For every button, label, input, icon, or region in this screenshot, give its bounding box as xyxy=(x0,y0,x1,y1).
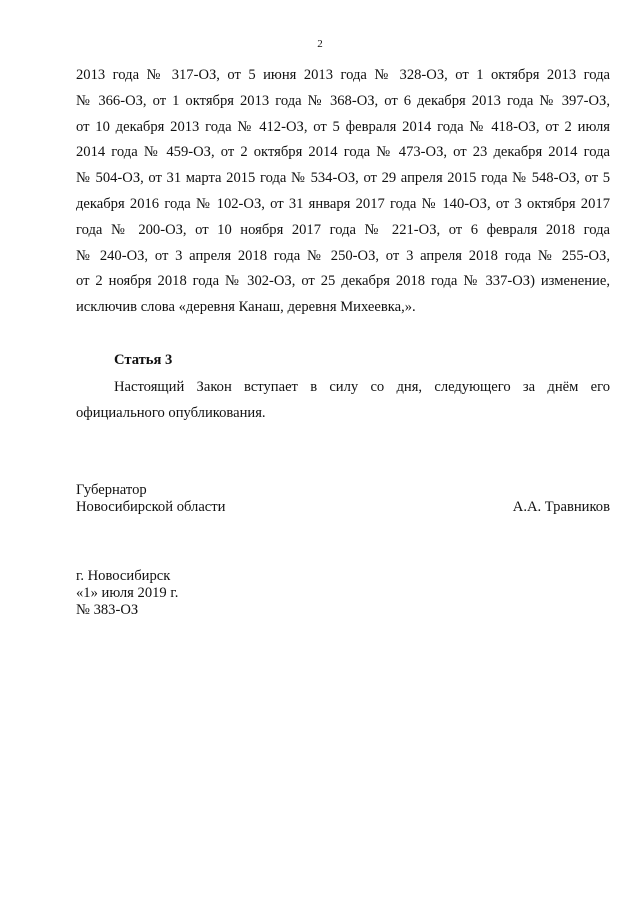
article-heading: Статья 3 xyxy=(114,352,173,368)
paragraph-line: декабря 2016 года № 102-ОЗ, от 31 января 2017 года № 140-ОЗ, от 3 октября 2017 xyxy=(76,195,610,212)
paragraph-line: 2014 года № 459-ОЗ, от 2 октября 2014 года № 473-ОЗ, от 23 декабря 2014 года xyxy=(76,144,610,161)
paragraph-line: года № 200-ОЗ, от 10 ноября 2017 года № 221-ОЗ, от 6 февраля 2018 года xyxy=(76,221,610,238)
paragraph-line: от 10 декабря 2013 года № 412-ОЗ, от 5 февраля 2014 года № 418-ОЗ, от 2 июля xyxy=(76,118,610,135)
article-line: Настоящий Закон вступает в силу со дня, следующего за днём его xyxy=(114,379,610,395)
governor-title: Губернатор xyxy=(76,482,147,498)
governor-name: А.А. Травников xyxy=(512,499,610,515)
paragraph-line: № 504-ОЗ, от 31 марта 2015 года № 534-ОЗ, от 29 апреля 2015 года № 548-ОЗ, от 5 xyxy=(76,170,610,187)
governor-row xyxy=(76,499,610,516)
paragraph-line: исключив слова «деревня Канаш, деревня Михеевка,». xyxy=(76,299,416,316)
article-paragraph xyxy=(76,375,610,427)
governor-region: Новосибирской области xyxy=(76,499,226,515)
page-number: 2 xyxy=(317,38,323,50)
main-paragraph xyxy=(76,63,610,321)
footer-date: «1» июля 2019 г. xyxy=(76,585,179,601)
document-footer xyxy=(76,568,178,619)
paragraph-line: от 2 ноября 2018 года № 302-ОЗ, от 25 декабря 2018 года № 337-ОЗ) изменение, xyxy=(76,273,610,290)
footer-city: г. Новосибирск xyxy=(76,568,171,584)
paragraph-line: № 240-ОЗ, от 3 апреля 2018 года № 250-ОЗ, от 3 апреля 2018 года № 255-ОЗ, xyxy=(76,247,610,264)
signature-block xyxy=(76,482,610,516)
paragraph-line: 2013 года № 317-ОЗ, от 5 июня 2013 года № 328-ОЗ, от 1 октября 2013 года xyxy=(76,67,610,83)
paragraph-line: № 366-ОЗ, от 1 октября 2013 года № 368-ОЗ, от 6 декабря 2013 года № 397-ОЗ, xyxy=(76,92,610,109)
article-line: официального опубликования. xyxy=(76,404,266,421)
footer-number: № 383-ОЗ xyxy=(76,602,139,618)
